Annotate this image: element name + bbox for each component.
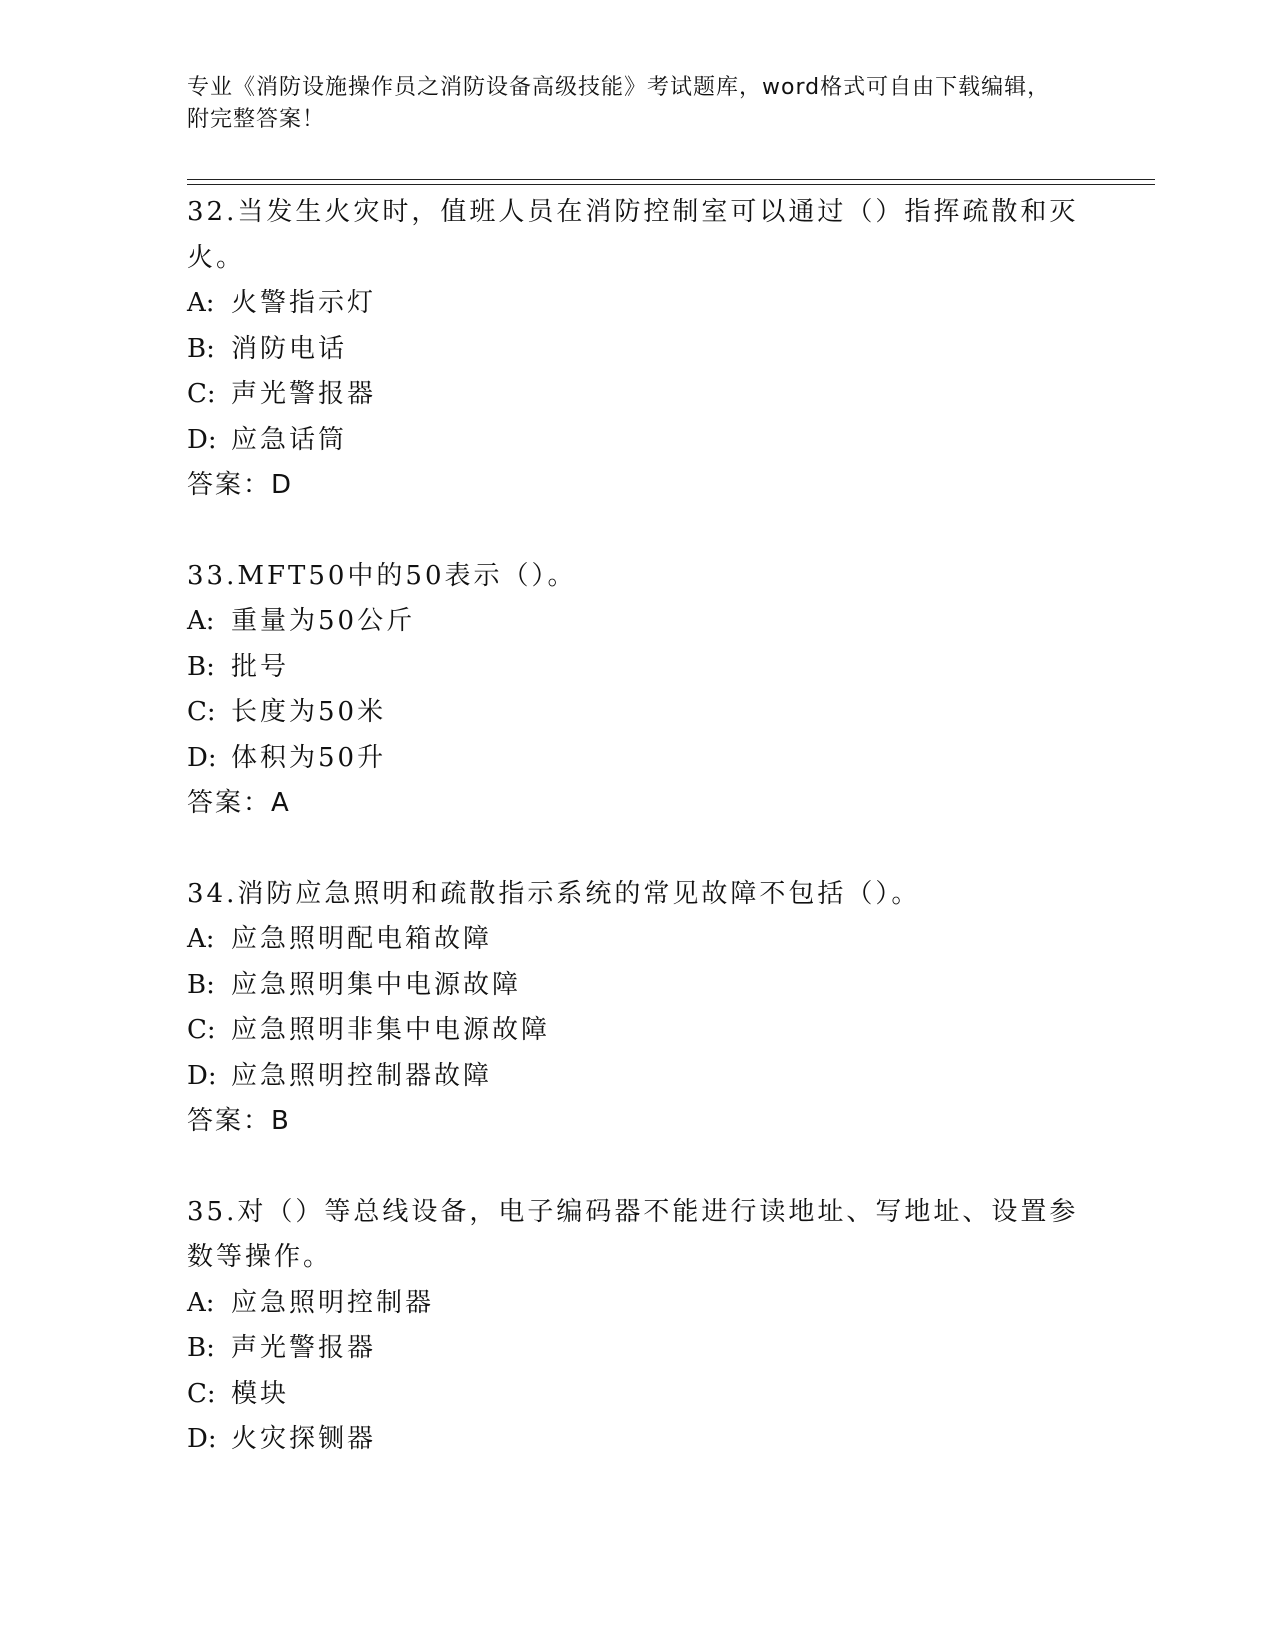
option-text: 应急照明控制器故障 [231, 1060, 493, 1091]
option-key: C: [187, 1015, 216, 1045]
option-key: A: [187, 1287, 215, 1318]
question-stem: 33.MFT50中的50表示（）。 [187, 560, 577, 591]
question-34 [187, 872, 1087, 1145]
option-key: D: [187, 742, 217, 773]
option-b [187, 645, 1087, 691]
option-a [187, 1281, 1087, 1327]
option-b [187, 963, 1087, 1009]
option-text: 火警指示灯 [231, 288, 377, 318]
option-a [187, 281, 1087, 327]
option-key: A: [187, 288, 215, 318]
option-c [187, 1008, 1087, 1054]
option-a [187, 599, 1087, 645]
option-text: 应急照明非集中电源故障 [231, 1015, 551, 1045]
question-32 [187, 190, 1087, 509]
option-text: 长度为50米 [231, 697, 387, 727]
option-key: D: [187, 1060, 217, 1091]
answer-line: 答案：D [187, 470, 294, 500]
option-b [187, 1326, 1087, 1372]
option-d [187, 736, 1087, 782]
option-c [187, 372, 1087, 418]
option-text: 体积为50升 [231, 742, 387, 773]
question-35 [187, 1190, 1087, 1463]
option-text: 应急话筒 [231, 424, 348, 455]
question-stem: 32.当发生火灾时，值班人员在消防控制室可以通过（）指挥疏散和灭火。 [187, 197, 1079, 273]
option-b [187, 327, 1087, 373]
option-text: 模块 [231, 1378, 290, 1409]
option-d [187, 1054, 1087, 1100]
option-text: 消防电话 [231, 333, 348, 364]
option-key: B: [187, 1333, 215, 1363]
question-33 [187, 554, 1087, 827]
header-rule-bottom [187, 184, 1155, 185]
option-key: C: [187, 379, 216, 409]
option-key: B: [187, 651, 215, 682]
option-text: 批号 [231, 651, 290, 682]
option-key: B: [187, 969, 215, 1000]
option-d [187, 418, 1087, 464]
header-rule-top [187, 179, 1155, 180]
option-a [187, 917, 1087, 963]
option-text: 应急照明配电箱故障 [231, 924, 493, 954]
option-text: 应急照明集中电源故障 [231, 969, 522, 1000]
option-key: C: [187, 697, 216, 727]
option-key: A: [187, 924, 215, 954]
option-key: A: [187, 606, 215, 636]
answer-line: 答案：A [187, 788, 291, 818]
option-key: B: [187, 333, 215, 364]
option-d [187, 1417, 1087, 1463]
option-key: D: [187, 1424, 217, 1454]
option-c [187, 1372, 1087, 1418]
option-text: 声光警报器 [231, 379, 377, 409]
question-list [187, 190, 1087, 1463]
answer-line: 答案：B [187, 1106, 291, 1136]
option-text: 声光警报器 [231, 1333, 377, 1363]
option-text: 应急照明控制器 [231, 1287, 435, 1318]
document-header: 专业《消防设施操作员之消防设备高级技能》考试题库，word格式可自由下载编辑，附完整答案！ [187, 75, 1051, 132]
option-text: 重量为50公斤 [231, 606, 416, 636]
option-c [187, 690, 1087, 736]
option-text: 火灾探铡器 [231, 1424, 377, 1454]
question-stem: 35.对（）等总线设备，电子编码器不能进行读地址、写地址、设置参数等操作。 [187, 1196, 1079, 1272]
question-stem: 34.消防应急照明和疏散指示系统的常见故障不包括（）。 [187, 878, 921, 909]
option-key: C: [187, 1378, 216, 1409]
option-key: D: [187, 424, 217, 455]
